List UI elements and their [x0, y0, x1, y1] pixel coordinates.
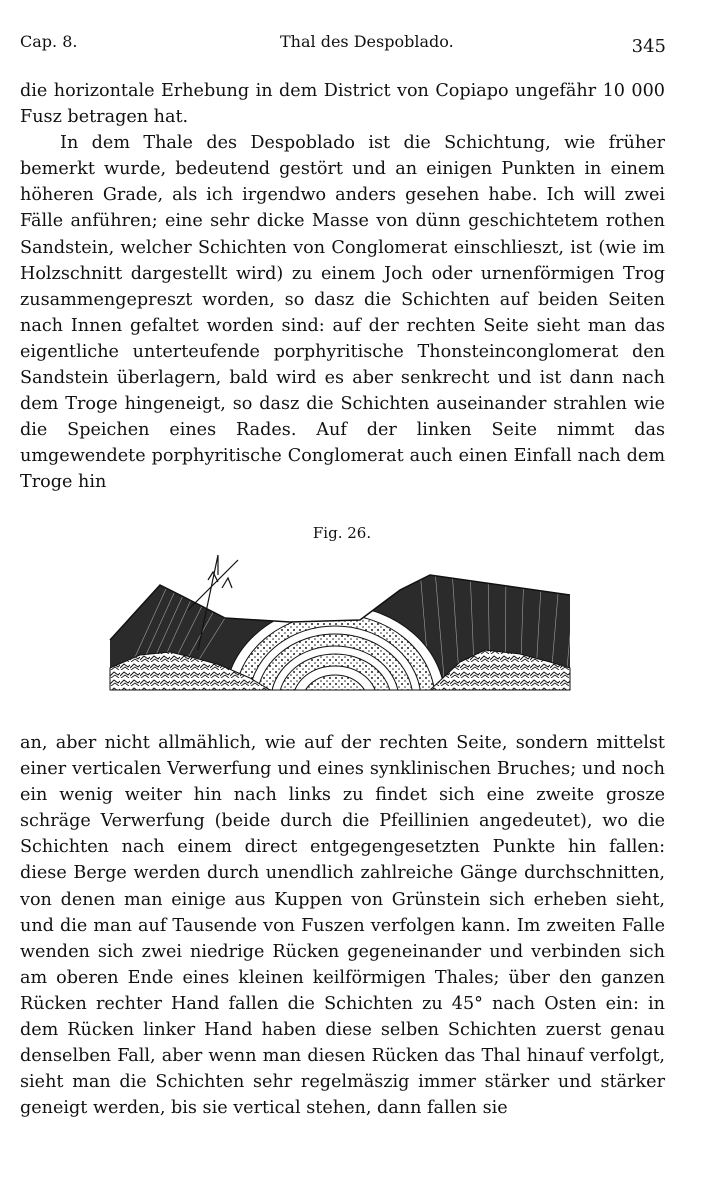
text-block-top: [20, 78, 665, 496]
geological-section-figure: [100, 550, 580, 710]
running-header: [20, 30, 666, 60]
running-title: Thal des Despoblado.: [280, 32, 454, 51]
figure-caption: Fig. 26.: [312, 524, 372, 542]
chapter-label: Cap. 8.: [20, 32, 78, 51]
text-block-bottom: [20, 730, 665, 1121]
paragraph-continuation: an, aber nicht allmählich, wie auf der rechten Seite, sondern mittelst einer verticalen Verwerfung und eines synklinischen Bruches; und noch ein wenig weiter hin nach links zu findet sich eine zweite grosze schräge Verwerfung (beide durch die Pfeillinien angedeutet), wo die Schichten nach einem direct entgegengesetzten Punkte hin fallen: diese Berge werden durch unendlich zahlreiche Gänge durchschnitten, von denen man einige aus Kuppen von Grünstein sich erheben sieht, und die man auf Tausende von Fuszen verfolgen kann. Im zweiten Falle wenden sich zwei niedrige Rücken gegeneinander und verbinden sich am oberen Ende eines kleinen keilförmigen Thales; über den ganzen Rücken rechter Hand fallen die Schichten zu 45° nach Osten ein: in dem Rücken linker Hand haben diese selben Schichten zuerst genau denselben Fall, aber wenn man diesen Rücken das Thal hinauf verfolgt, sieht man die Schichten sehr regelmäszig immer stärker und stärker geneigt werden, bis sie vertical stehen, dann fallen sie: [20, 733, 665, 1119]
paragraph-continued: die horizontale Erhebung in dem District von Copiapo ungefähr 10 000 Fusz betragen hat.: [20, 81, 665, 128]
paragraph-despoblado: In dem Thale des Despoblado ist die Schichtung, wie früher bemerkt wurde, bedeutend gestört und an einigen Punkten in einem höheren Grade, als ich irgendwo anders gesehen habe. Ich will zwei Fälle anführen; eine sehr dicke Masse von dünn geschichtetem rothen Sandstein, welcher Schichten von Conglomerat einschlieszt, ist (wie im Holzschnitt dargestellt wird) zu einem Joch oder urnenförmigen Trog zusammengepreszt worden, so dasz die Schichten auf beiden Seiten nach Innen gefaltet worden sind: auf der rechten Seite sieht man das eigentliche unterteufende porphyritische Thonsteinconglomerat den Sandstein überlagern, bald wird es aber senkrecht und ist dann nach dem Troge hingeneigt, so dasz die Schichten auseinander strahlen wie die Speichen eines Rades. Auf der linken Seite nimmt das umgewendete porphyritische Conglomerat auch einen Einfall nach dem Troge hin: [20, 133, 665, 493]
page-number: 345: [631, 36, 666, 57]
